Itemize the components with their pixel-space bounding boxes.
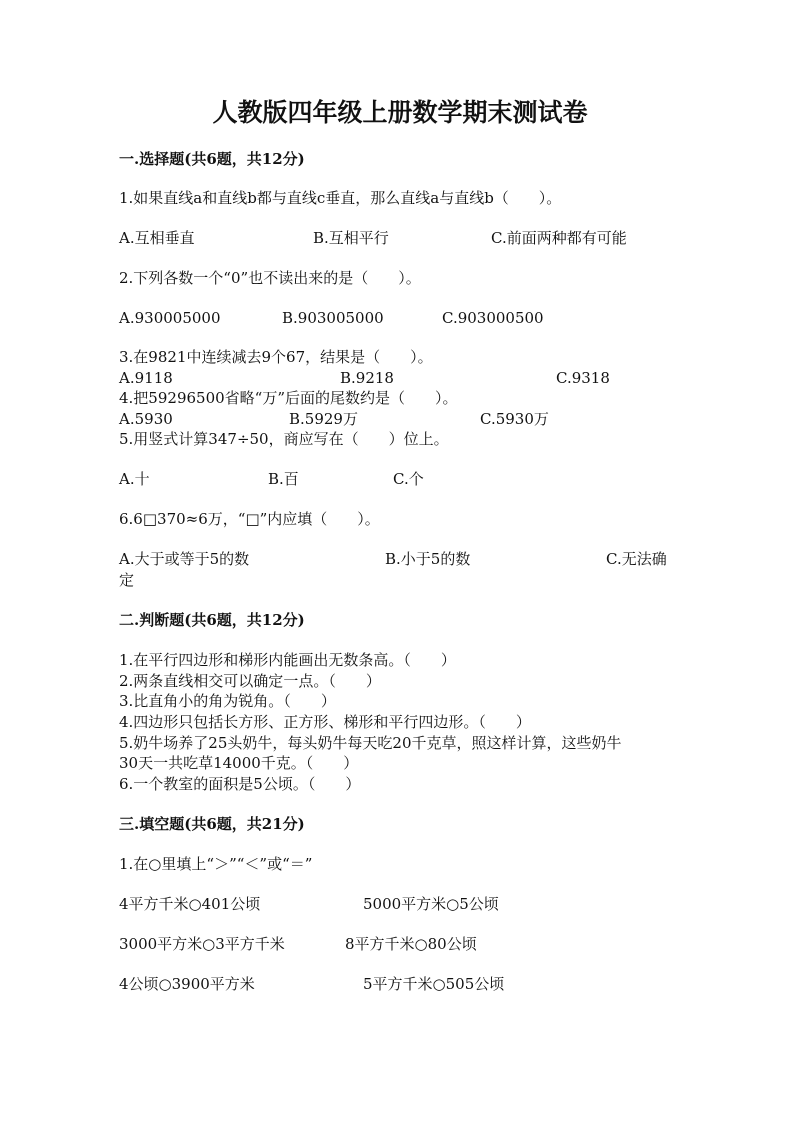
question-option: B.百	[268, 470, 299, 488]
question-stem: 3.在9821中连续减去9个67，结果是（ ）。	[119, 348, 433, 366]
question-option: A.9118	[119, 369, 173, 387]
question-option: A.大于或等于5的数	[119, 550, 250, 568]
fill-question-stem: 1.在○里填上“＞”“＜”或“＝”	[119, 855, 313, 873]
judgement-line: 2.两条直线相交可以确定一点。（ ）	[119, 672, 381, 690]
judgement-line: 4.四边形只包括长方形、正方形、梯形和平行四边形。（ ）	[119, 713, 531, 731]
compare-item: 3000平方米○3平方千米	[119, 935, 285, 953]
question-option: A.930005000	[119, 309, 221, 327]
question-option: C.5930万	[480, 410, 549, 428]
judgement-line: 5.奶牛场养了25头奶牛，每头奶牛每天吃20千克草，照这样计算，这些奶牛	[119, 734, 622, 752]
question-option: C.903000500	[442, 309, 544, 327]
question-stem: 6.6□370≈6万，“□”内应填（ ）。	[119, 510, 380, 528]
judgement-line: 30天一共吃草14000千克。（ ）	[119, 754, 359, 772]
question-option: B.903005000	[282, 309, 384, 327]
question-option-wrap: 定	[119, 571, 135, 589]
page-title: 人教版四年级上册数学期末测试卷	[212, 98, 588, 127]
compare-item: 5平方千米○505公顷	[363, 975, 505, 993]
question-option: B.5929万	[289, 410, 358, 428]
question-option: A.5930	[119, 410, 173, 428]
question-option: B.小于5的数	[385, 550, 471, 568]
compare-item: 4平方千米○401公顷	[119, 895, 261, 913]
section-heading-judgement: 二.判断题(共6题，共12分)	[119, 611, 305, 629]
question-option: A.十	[119, 470, 150, 488]
judgement-line: 3.比直角小的角为锐角。（ ）	[119, 692, 336, 710]
question-option: C.无法确	[606, 550, 667, 568]
question-option: C.9318	[556, 369, 610, 387]
question-option: C.个	[393, 470, 424, 488]
question-stem: 2.下列各数一个“0”也不读出来的是（ ）。	[119, 269, 421, 287]
question-option: C.前面两种都有可能	[491, 229, 627, 247]
question-stem: 5.用竖式计算347÷50，商应写在（ ）位上。	[119, 430, 449, 448]
judgement-line: 6.一个教室的面积是5公顷。（ ）	[119, 775, 361, 793]
judgement-line: 1.在平行四边形和梯形内能画出无数条高。（ ）	[119, 651, 456, 669]
question-option: B.互相平行	[313, 229, 389, 247]
section-heading-choice: 一.选择题(共6题，共12分)	[119, 150, 305, 168]
question-option: A.互相垂直	[119, 229, 195, 247]
compare-item: 5000平方米○5公顷	[363, 895, 499, 913]
question-stem: 4.把59296500省略“万”后面的尾数约是（ ）。	[119, 389, 458, 407]
section-heading-fill: 三.填空题(共6题，共21分)	[119, 815, 305, 833]
question-stem: 1.如果直线a和直线b都与直线c垂直，那么直线a与直线b（ ）。	[119, 189, 562, 207]
question-option: B.9218	[340, 369, 394, 387]
compare-item: 8平方千米○80公顷	[345, 935, 477, 953]
compare-item: 4公顷○3900平方米	[119, 975, 255, 993]
